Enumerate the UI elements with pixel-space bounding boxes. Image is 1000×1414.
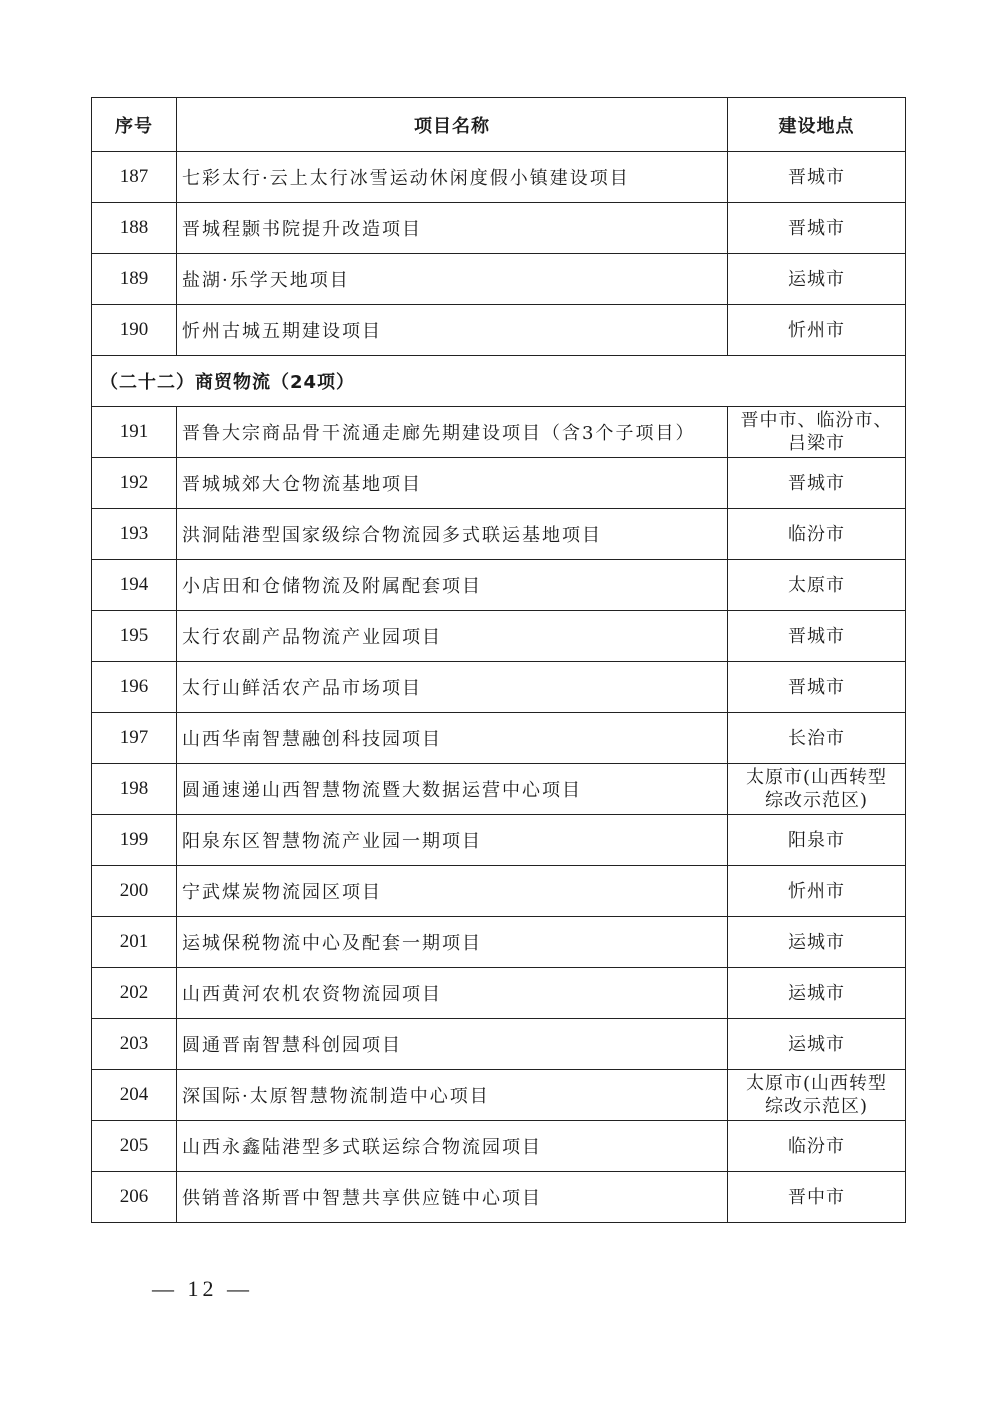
- row-number: 188: [92, 203, 177, 254]
- row-number: 205: [92, 1121, 177, 1172]
- row-number: 203: [92, 1019, 177, 1070]
- header-number: 序号: [92, 98, 177, 152]
- section-row: [92, 356, 906, 407]
- row-location: 运城市: [728, 254, 906, 305]
- location-line: 综改示范区): [764, 790, 869, 811]
- table-header-row: [92, 98, 906, 152]
- row-location: [728, 1070, 906, 1121]
- table-row: [92, 1172, 906, 1223]
- row-number: 202: [92, 968, 177, 1019]
- row-location: [728, 1121, 906, 1172]
- page-number: — 12 —: [152, 1276, 253, 1301]
- table-row: [92, 509, 906, 560]
- table-row: [92, 611, 906, 662]
- location-line: 吕梁市: [788, 433, 845, 454]
- row-project-name: 忻州古城五期建设项目: [177, 305, 728, 356]
- row-location: 晋城市: [728, 152, 906, 203]
- row-number: 194: [92, 560, 177, 611]
- row-location: 晋城市: [728, 203, 906, 254]
- table-row: [92, 560, 906, 611]
- table-row: [92, 407, 906, 458]
- table-row: [92, 764, 906, 815]
- table-row: [92, 815, 906, 866]
- row-location: [728, 917, 906, 968]
- row-number: 198: [92, 764, 177, 815]
- table-row: [92, 1019, 906, 1070]
- table-row: [92, 1070, 906, 1121]
- row-number: 190: [92, 305, 177, 356]
- location-line: 太原市(山西转型: [745, 1073, 888, 1094]
- row-location: [728, 509, 906, 560]
- row-project-name: 洪洞陆港型国家级综合物流园多式联运基地项目: [177, 509, 728, 560]
- location-line: 运城市: [788, 1033, 845, 1055]
- row-number: 187: [92, 152, 177, 203]
- row-number: 201: [92, 917, 177, 968]
- row-number: 193: [92, 509, 177, 560]
- row-location: [728, 560, 906, 611]
- row-project-name: 阳泉东区智慧物流产业园一期项目: [177, 815, 728, 866]
- location-line: 晋中市: [788, 1186, 845, 1208]
- table-row: [92, 866, 906, 917]
- row-project-name: 小店田和仓储物流及附属配套项目: [177, 560, 728, 611]
- row-project-name: 山西永鑫陆港型多式联运综合物流园项目: [177, 1121, 728, 1172]
- table-row: [92, 152, 906, 203]
- location-line: 综改示范区): [764, 1096, 869, 1117]
- row-project-name: 山西黄河农机农资物流园项目: [177, 968, 728, 1019]
- location-line: 晋城市: [788, 676, 845, 698]
- row-number: 189: [92, 254, 177, 305]
- row-number: 206: [92, 1172, 177, 1223]
- row-location: [728, 1172, 906, 1223]
- row-location: [728, 458, 906, 509]
- row-project-name: 山西华南智慧融创科技园项目: [177, 713, 728, 764]
- row-number: 197: [92, 713, 177, 764]
- row-project-name: 圆通速递山西智慧物流暨大数据运营中心项目: [177, 764, 728, 815]
- location-line: 阳泉市: [788, 829, 845, 851]
- row-location: [728, 611, 906, 662]
- row-location: 忻州市: [728, 305, 906, 356]
- row-project-name: 深国际·太原智慧物流制造中心项目: [177, 1070, 728, 1121]
- row-number: 195: [92, 611, 177, 662]
- location-line: 晋中市、临汾市、: [740, 410, 893, 431]
- row-project-name: 供销普洛斯晋中智慧共享供应链中心项目: [177, 1172, 728, 1223]
- section-heading: （二十二）商贸物流（24项）: [92, 356, 906, 407]
- row-number: 192: [92, 458, 177, 509]
- location-line: 晋城市: [788, 625, 845, 647]
- row-location: [728, 815, 906, 866]
- row-location: [728, 1019, 906, 1070]
- row-number: 196: [92, 662, 177, 713]
- table-row: [92, 713, 906, 764]
- row-location: [728, 764, 906, 815]
- header-location: 建设地点: [728, 98, 906, 152]
- row-project-name: 盐湖·乐学天地项目: [177, 254, 728, 305]
- project-table: [91, 97, 906, 1223]
- row-number: 200: [92, 866, 177, 917]
- row-location: [728, 407, 906, 458]
- table-row: [92, 305, 906, 356]
- location-line: 运城市: [788, 982, 845, 1004]
- location-line: 忻州市: [788, 880, 845, 902]
- table-row: [92, 203, 906, 254]
- row-project-name: 运城保税物流中心及配套一期项目: [177, 917, 728, 968]
- header-project-name: 项目名称: [177, 98, 728, 152]
- row-project-name: 七彩太行·云上太行冰雪运动休闲度假小镇建设项目: [177, 152, 728, 203]
- row-location: [728, 866, 906, 917]
- location-line: 太原市(山西转型: [745, 767, 888, 788]
- location-line: 临汾市: [788, 523, 845, 545]
- row-project-name: 圆通晋南智慧科创园项目: [177, 1019, 728, 1070]
- location-line: 长治市: [788, 727, 845, 749]
- location-line: 临汾市: [788, 1135, 845, 1157]
- row-project-name: 晋城程颢书院提升改造项目: [177, 203, 728, 254]
- table-row: [92, 917, 906, 968]
- row-project-name: 宁武煤炭物流园区项目: [177, 866, 728, 917]
- row-number: 199: [92, 815, 177, 866]
- location-line: 太原市: [788, 574, 845, 596]
- table-row: [92, 458, 906, 509]
- row-number: 204: [92, 1070, 177, 1121]
- row-project-name: 太行农副产品物流产业园项目: [177, 611, 728, 662]
- row-number: 191: [92, 407, 177, 458]
- location-line: 晋城市: [788, 472, 845, 494]
- row-location: [728, 713, 906, 764]
- table-row: [92, 254, 906, 305]
- row-project-name: 晋鲁大宗商品骨干流通走廊先期建设项目（含3个子项目）: [177, 407, 728, 458]
- table-row: [92, 968, 906, 1019]
- row-location: [728, 662, 906, 713]
- row-project-name: 晋城城郊大仓物流基地项目: [177, 458, 728, 509]
- location-line: 运城市: [788, 931, 845, 953]
- table-row: [92, 662, 906, 713]
- row-location: [728, 968, 906, 1019]
- table-row: [92, 1121, 906, 1172]
- row-project-name: 太行山鲜活农产品市场项目: [177, 662, 728, 713]
